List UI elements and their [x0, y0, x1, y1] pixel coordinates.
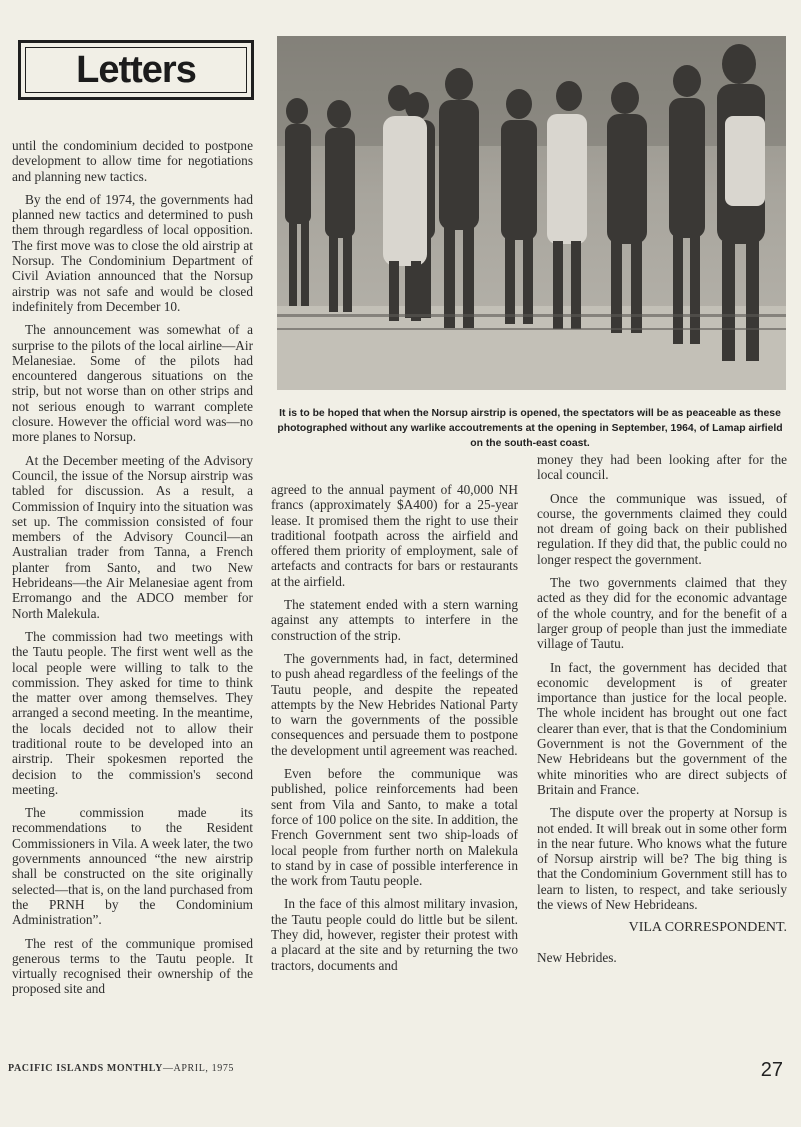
paragraph: money they had been looking after for the local council. — [537, 452, 787, 483]
paragraph: In the face of this almost military invasion, the Tautu people could do little but be silent. They did, however, register their protest with a placard at the site and by returning the two tractors, documents and — [271, 896, 518, 973]
paragraph: The two governments claimed that they acted as they did for the economic advantage of the whole country, and for the benefit of a larger group of people than just the immediate village of Tautu. — [537, 575, 787, 652]
article-column-2 — [271, 482, 518, 981]
paragraph: The announcement was somewhat of a surprise to the pilots of the local airline—Air Melanesiae. Some of the pilots had encountered dangerous situations on the strip, but not worse than on other strips and not serious enough to warrant complete closure. However the official word was—no more planes to Norsup. — [12, 322, 253, 445]
issue-date: —APRIL, 1975 — [162, 1063, 235, 1074]
article-column-1 — [12, 138, 253, 1005]
paragraph: The governments had, in fact, determined to push ahead regardless of the feelings of the Tautu people, and despite the repeated attempts by the New Hebrides National Party to warn the governments of the possible consequences and persuade them to postpone the development until agreement was reached. — [271, 650, 518, 758]
photo-figures-illustration — [277, 36, 786, 390]
paragraph: The statement ended with a stern warning against any attempts to interfere in the construction of the strip. — [271, 597, 518, 643]
paragraph: The commission made its recommendations to the Resident Commissioners in Vila. A week later, the two governments announced “the new airstrip shall be constructed on the site originally selected—that is, on the land purchased from the PRNH by the Condominium Administration”. — [12, 805, 253, 928]
paragraph: Once the communique was issued, of course, the governments claimed they could not dream of going back on their published regulation. If they did that, the public could no longer respect the government. — [537, 490, 787, 567]
paragraph: The dispute over the property at Norsup is not ended. It will break out in some other form in the near future. Who knows what the future of Norsup airstrip will be? The big thing is that the Condominium Government still has to learn to listen, to respect, and take seriously the views of New Hebrideans. — [537, 805, 787, 913]
section-header-box — [18, 40, 254, 100]
page-number: 27 — [760, 1059, 783, 1081]
paragraph: By the end of 1974, the governments had planned new tactics and determined to push them through regardless of local opposition. The first move was to close the old airstrip at Norsup. The Condominium Department of Civil Aviation announced that the Norsup airstrip was not safe and would be closed indefinitely from December 10. — [12, 191, 253, 314]
paragraph: until the condominium decided to postpone development to allow time for negotiations and planning new tactics. — [12, 138, 253, 184]
byline-signature: VILA CORRESPONDENT. — [628, 920, 787, 936]
paragraph: Even before the communique was published, police reinforcements had been sent from Vila and Santo, to make a total force of 100 police on the site. In addition, the French Government sent two ship-loads of local people from further north on Malekula to stand by in case of possible interference in the work from Tautu people. — [271, 766, 518, 889]
paragraph: The rest of the communique promised generous terms to the Tautu people. It virtually recognised their ownership of the proposed site and — [12, 935, 253, 997]
paragraph: The commission had two meetings with the Tautu people. The first went well as the local people were willing to talk to the commission. They asked for time to think the matter over among themselves. They arranged a second meeting. In the meantime, the locals decided not to allow their traditional route to be developed into an airstrip. Their spokesmen reported the decision to the commission's second meeting. — [12, 628, 253, 797]
paragraph: In fact, the government has decided that economic development is of greater importance than justice for the local people. The whole incident has brought out one fact clearer than ever, that is that the Condominium Government is not the Government of the New Hebrideans but the government of the white minorities who are direct subjects of Britain and France. — [537, 659, 787, 797]
section-title: Letters — [76, 48, 196, 91]
article-column-3 — [537, 452, 787, 973]
paragraph: At the December meeting of the Advisory Council, the issue of the Norsup airstrip was tabled for discussion. As a result, a Commission of Inquiry into the situation was set up. The commission consisted of four members of the Advisory Council—an Australian trader from Tanna, a French planter from Santo, and two New Hebrideans—the Air Melanesiae agent from Erromango and the ADCO member for North Malekula. — [12, 452, 253, 621]
magazine-name: PACIFIC ISLANDS MONTHLY — [8, 1063, 163, 1074]
byline-place: New Hebrides. — [537, 949, 617, 965]
news-photo — [277, 36, 786, 390]
paragraph: agreed to the annual payment of 40,000 NH francs (approximately $A400) for a 25-year lease. It promised them the right to use their traditional footpath across the airfield and offered them priority of employment, sale of artefacts and contracts for bars or restaurants at the airfield. — [271, 482, 518, 589]
page-footer — [8, 1063, 234, 1074]
photo-caption: It is to be hoped that when the Norsup airstrip is opened, the spectators will be as peaceable as these photographed without any warlike accoutrements at the opening in September, 1964, of Lamap airfield on the south-east coast. — [277, 408, 783, 449]
